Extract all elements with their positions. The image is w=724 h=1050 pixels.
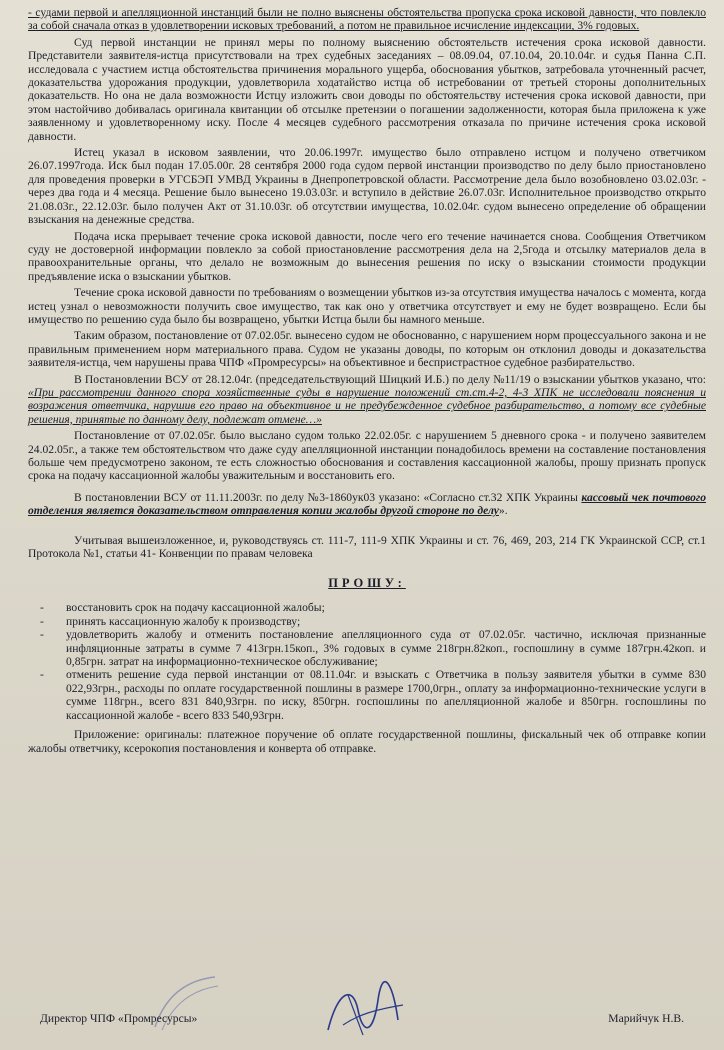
bullet-dash: - — [40, 601, 44, 615]
request-text: отменить решение суда первой инстанции от 08.11.04г. и взыскать с Ответчика в пользу заявителя убытки в сумме 830 022,93грн., расходы по оплате государственной пошлины в размере 1700,0грн., оплату за информационно-технические услуги в сумме 118грн., всего 831 840,93грн. по иску, 850грн. госпошлины по апелляционной жалобе и 850грн. госпошлины по кассационной жалобе - всего 833 540,93грн. — [66, 668, 706, 722]
paragraph-6 — [28, 373, 706, 427]
paragraph-7: Постановление от 07.02.05г. было выслано судом только 22.02.05г. с нарушением 5 дневного срока - и получено заявителем 24.02.05г., а также тем обстоятельством что даже суду апелляционной инстанции понадобилось времени на составление постановления больше чем предусмотрено законом, те есть сложностью обоснования и составления кассационной жалобы, прошу признать пропуск срока на подачу кассационной жалобы уважительным и восстановить его. — [28, 429, 706, 483]
paragraph-6-quote: «При рассмотрении данного спора хозяйственные суды в нарушение положений ст.ст.4-2, 4-3 ХПК не исследовали пояснения и возражения ответчика, нарушив его право на объективное и не предубежденное судебное разбирательство, а потому все судебные решения, принятые по данному делу, подлежат отмене…» — [28, 385, 706, 426]
intro-text: - судами первой и апелляционной инстанций были не полно выяснены обстоятельства пропуска срока исковой давности, что повлекло за собой сначала отказ в удовлетворении исковых требований, а потом не правильное исчисление индексации, 3% годовых. — [28, 6, 706, 33]
paragraph-8-lead: В постановлении ВСУ от 11.11.2003г. по делу №3-1860ук03 указано: «Согласно ст.32 ХПК Украины — [74, 490, 582, 504]
bullet-dash: - — [40, 614, 44, 628]
list-item — [28, 628, 706, 668]
bullet-dash: - — [40, 668, 44, 682]
request-text: принять кассационную жалобу к производству; — [66, 614, 301, 628]
paragraph-4: Течение срока исковой давности по требованиям о возмещении убытков из-за отсутствия имущества началось с момента, когда истец узнал о невозможности получить свое имущество, так как оно у ответчика отсутствует и ему не будет возвращено. Если бы имущество по решению суда было бы возвращено, убытки Истца были бы намного меньше. — [28, 286, 706, 326]
paragraph-5: Таким образом, постановление от 07.02.05г. вынесено судом не обоснованно, с нарушением норм процессуального закона и не правильным применением норм материального права. Судом не указаны доводы, по которым он отклонил доводы и доказательства заявителя-истца, чем нарушены права ЧПФ «Промресурсы» на объективное и беспристрастное судебное разбирательство. — [28, 329, 706, 370]
paragraph-9: Учитывая вышеизложенное, и, руководствуясь ст. 111-7, 111-9 ХПК Украины и ст. 76, 469, 203, 214 ГК Украинской ССР, ст.1 Протокола №1, статьи 41- Конвенции по правам человека — [28, 533, 706, 561]
paragraph-3: Подача иска прерывает течение срока исковой давности, после чего его течение начинается снова. Сообщения Ответчиком суду не достоверной информации повлекло за собой приостановление рассмотрения дела на 2,5года и отсылку материалов дела в правоохранительные органы, что делало не возможным до вынесения решения по иску о взыскании стоимости продукции предъявление иска о взыскании убытков. — [28, 229, 706, 283]
paragraph-8 — [28, 491, 706, 518]
request-heading: ПРОШУ: — [328, 576, 406, 591]
signer-title: Директор ЧПФ «Промресурсы» — [40, 1012, 198, 1025]
paragraph-intro — [28, 6, 706, 33]
list-item — [28, 615, 706, 628]
list-item — [28, 668, 706, 722]
signature — [318, 980, 408, 1040]
paragraph-2: Истец указал в исковом заявлении, что 20.06.1997г. имущество было отправлено истцом и получено ответчиком 26.07.1997года. Иск был подан 17.05.00г. 28 сентября 2000 года судом первой инстанции производство по делу было приостановлено для проведения проверки в УГСБЭП УМВД Украины в Днепропетровской области. Рассмотрение дела было возобновлено 03.02.03г. - через два года и 4 месяца. Решение было вынесено 19.03.03г. и вступило в действие 26.07.03г. Исполнительное производство открыто 21.08.03г., 22.12.03г. было получен Акт от 31.10.03г. об отсутствии имущества, 10.02.04г. судом вынесено определение об обращении взыскания на денежные средства. — [28, 146, 706, 227]
request-text: восстановить срок на подачу кассационной жалобы; — [66, 601, 325, 615]
paragraph-6-lead: В Постановлении ВСУ от 28.12.04г. (председательствующий Шицкий И.Б.) по делу №11/19 о взыскании убытков указано, что: — [74, 372, 706, 386]
paragraph-1: Суд первой инстанции не принял меры по полному выяснению обстоятельств истечения срока исковой давности. Представители заявителя-истца присутствовали на трех судебных заседаниях – 08.09.04, 07.10.04, 20.10.04г. и судья Панна С.П. исследовала с участием истца обстоятельства причинения морального ущерба, обоснования убытков, затребовала уточненный расчет, доказательства удорожания продукции, удовлетворила ходатайство истца об истребовании от третьей стороны дополнительных доказательств. Но она не дала возможности Истцу изложить свои доводы по обстоятельству истечения срока исковой давности, при этом настойчиво добивалась оригинала квитанции об отсылке претензии о погашении задолженности, которая была приложена к уже заявленному и удовлетворенному иску. После 4 месяцев судебного рассмотрения отказала по причине истечения срока исковой давности. — [28, 35, 706, 143]
signature-line — [40, 1012, 684, 1025]
bullet-dash: - — [40, 628, 44, 642]
paragraph-8-tail: ». — [498, 504, 508, 518]
list-item — [28, 601, 706, 614]
signer-name: Марийчук Н.В. — [608, 1012, 684, 1025]
request-text: удовлетворить жалобу и отменить постановление апелляционного суда от 07.02.05г. частично, исключая признанные инфляционные затраты в сумме 7 413грн.15коп., 3% годовых в сумме 218грн.82коп., госпошлину в сумме 187грн.42коп. и 0,85грн. затрат на информационно-техническое обслуживание; — [66, 628, 706, 669]
attachments: Приложение: оригиналы: платежное поручение об оплате государственной пошлины, фискальный чек об отправке копии жалобы ответчику, ксерокопия постановления и конверта об отправке. — [28, 728, 706, 755]
paragraph-8-quote: кассовый чек почтового отделения является доказательством отправления копии жалобы другой стороне по делу — [28, 490, 706, 518]
request-list — [28, 601, 706, 722]
